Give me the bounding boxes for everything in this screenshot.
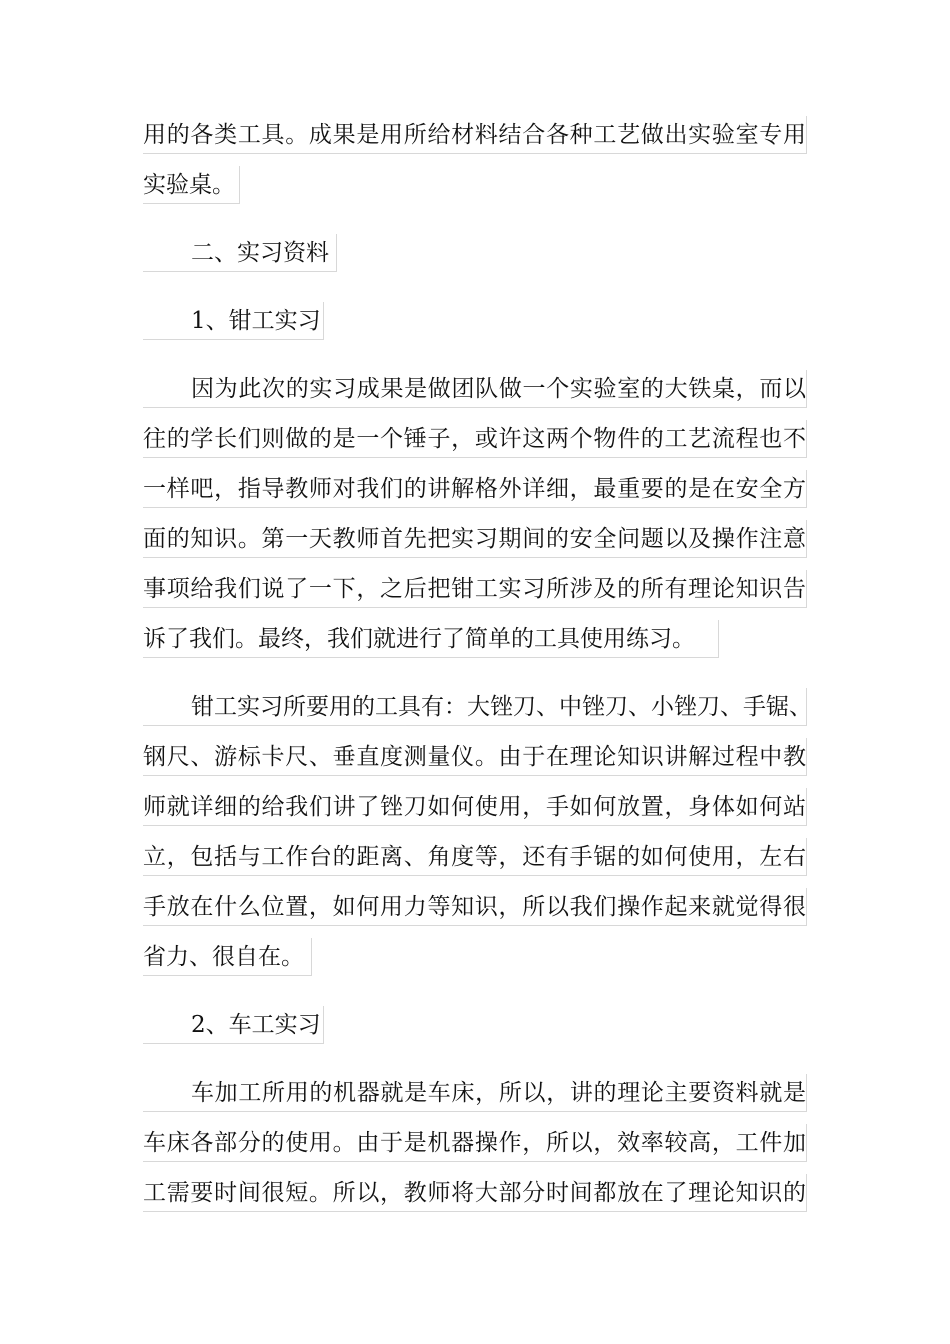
paragraph-3-line-3: 工需要时间很短。所以，教师将大部分时间都放在了理论知识的 <box>143 1174 807 1212</box>
paragraph-1-line-3: 一样吧，指导教师对我们的讲解格外详细，最重要的是在安全方 <box>143 470 807 508</box>
subsection-heading-2: 2、车工实习 <box>143 1006 324 1044</box>
paragraph-1-line-6: 诉了我们。最终，我们就进行了简单的工具使用练习。 <box>143 620 719 658</box>
paragraph-2-line-3: 师就详细的给我们讲了锉刀如何使用，手如何放置，身体如何站 <box>143 788 807 826</box>
paragraph-1-line-1: 因为此次的实习成果是做团队做一个实验室的大铁桌，而以 <box>143 370 807 408</box>
paragraph-1-line-4: 面的知识。第一天教师首先把实习期间的安全问题以及操作注意 <box>143 520 807 558</box>
paragraph-2-line-5: 手放在什么位置，如何用力等知识，所以我们操作起来就觉得很 <box>143 888 807 926</box>
text-line-1: 用的各类工具。成果是用所给材料结合各种工艺做出实验室专用 <box>143 116 807 154</box>
paragraph-3-line-1: 车加工所用的机器就是车床，所以，讲的理论主要资料就是 <box>143 1074 807 1112</box>
paragraph-3-line-2: 车床各部分的使用。由于是机器操作，所以，效率较高，工件加 <box>143 1124 807 1162</box>
text-line-2: 实验桌。 <box>143 166 240 204</box>
paragraph-2-line-1: 钳工实习所要用的工具有：大锉刀、中锉刀、小锉刀、手锯、 <box>143 688 807 726</box>
paragraph-1-line-2: 往的学长们则做的是一个锤子，或许这两个物件的工艺流程也不 <box>143 420 807 458</box>
paragraph-2-line-4: 立，包括与工作台的距离、角度等，还有手锯的如何使用，左右 <box>143 838 807 876</box>
paragraph-2-line-6: 省力、很自在。 <box>143 938 312 976</box>
paragraph-1-line-5: 事项给我们说了一下，之后把钳工实习所涉及的所有理论知识告 <box>143 570 807 608</box>
section-heading: 二、实习资料 <box>143 234 337 272</box>
subsection-heading-1: 1、钳工实习 <box>143 302 324 340</box>
paragraph-2-line-2: 钢尺、游标卡尺、垂直度测量仪。由于在理论知识讲解过程中教 <box>143 738 807 776</box>
